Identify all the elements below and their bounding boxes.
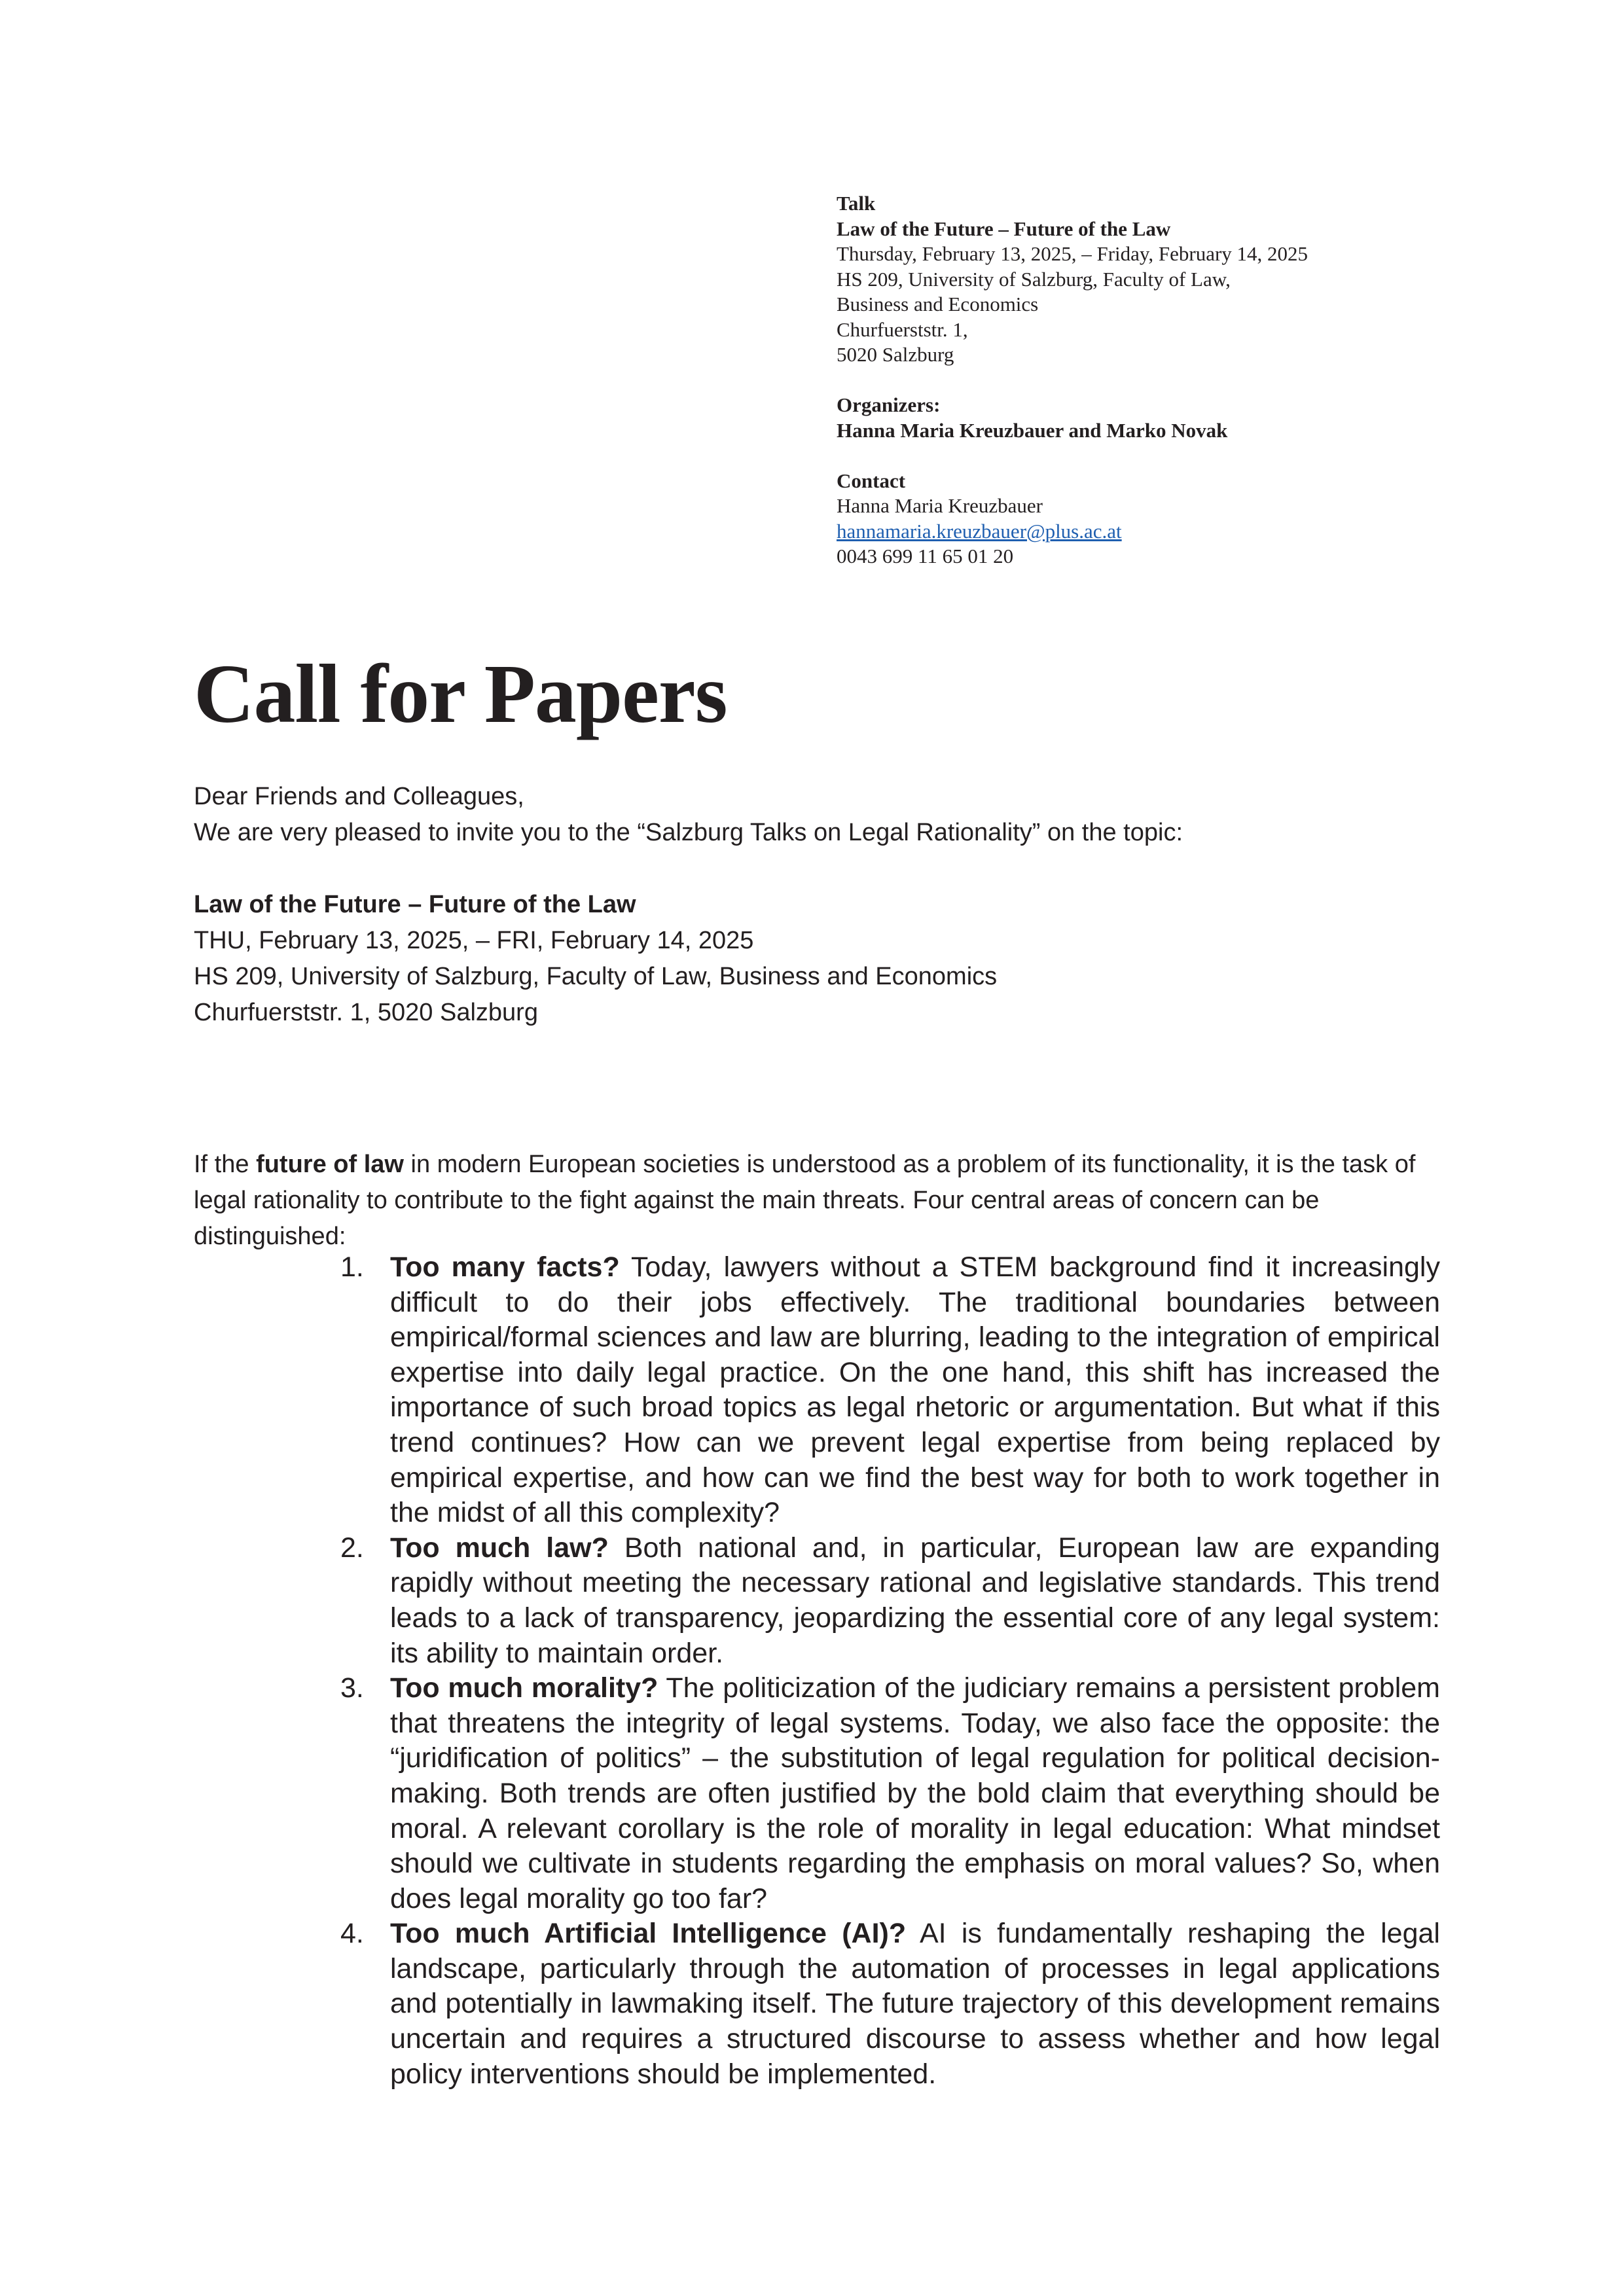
lead-prefix: If the [194, 1151, 257, 1178]
contact-phone: 0043 699 11 65 01 20 [837, 545, 1014, 567]
list-item [340, 1671, 1440, 1916]
page-title: Call for Papers [194, 647, 727, 740]
event-city: 5020 Salzburg [837, 343, 954, 366]
topic-dates: THU, February 13, 2025, – FRI, February 14, 2025 [194, 927, 754, 954]
event-title: Law of the Future – Future of the Law [837, 217, 1171, 240]
spacer [837, 368, 1426, 393]
item-heading: Too much Artificial Intelligence (AI)? [390, 1918, 907, 1950]
item-number: 4. [340, 1918, 364, 1950]
lead-emphasis: future of law [256, 1151, 404, 1178]
item-number: 1. [340, 1251, 364, 1283]
item-number: 3. [340, 1672, 364, 1704]
event-street: Churfuerststr. 1, [837, 317, 968, 341]
item-text: The politicization of the judiciary remains a persistent problem that threatens the integrity of legal systems. Today, we also face the opposite: the “juridification of politics” – the substitution of legal regulation for political decision-making. Both trends are often justified by the bold claim that everything should be moral. A relevant corollary is the role of morality in legal education: What mindset should we cultivate in students regarding the emphasis on moral values? So, when does legal morality go too far? [390, 1672, 1440, 1914]
item-number: 2. [340, 1532, 364, 1564]
spacer [837, 443, 1426, 469]
item-text: AI is fundamentally reshaping the legal landscape, particularly through the automation of processes in legal applications and potentially in lawmaking itself. The future trajectory of this development remains uncertain and requires a structured discourse to assess whether and how legal policy interventions should be implemented. [390, 1918, 1440, 2090]
item-heading: Too many facts? [390, 1251, 620, 1283]
event-venue-line2: Business and Economics [837, 293, 1039, 315]
event-venue-line1: HS 209, University of Salzburg, Faculty of Law, [837, 267, 1231, 291]
item-text: Today, lawyers without a STEM background find it increasingly difficult to do their jobs effectively. The traditional boundaries between empirical/formal sciences and law are blurring, leading to the integration of empirical expertise into daily legal practice. On the one hand, this shift has increased the importance of such broad topics as legal rhetoric or argumentation. But what if this trend continues? How can we prevent legal expertise from being replaced by empirical expertise, and how can we find the best way for both to work together in the midst of all this complexity? [390, 1251, 1440, 1529]
intro-block [194, 779, 1183, 1031]
lead-suffix: in modern European societies is understood as a problem of its functionality, it is the task of legal rationality to contribute to the fight against the main threats. Four central areas of concern can be distinguished: [194, 1151, 1416, 1250]
organizers-label: Organizers: [837, 393, 941, 416]
list-item [340, 1250, 1440, 1531]
invitation: We are very pleased to invite you to the “Salzburg Talks on Legal Rationality” on the topic: [194, 819, 1183, 846]
list-item [340, 1531, 1440, 1671]
contact-name: Hanna Maria Kreuzbauer [837, 494, 1043, 517]
event-dates: Thursday, February 13, 2025, – Friday, February 14, 2025 [837, 242, 1308, 265]
event-info-block [837, 191, 1426, 569]
item-heading: Too much morality? [390, 1672, 659, 1704]
threats-list [340, 1250, 1440, 2092]
topic-venue: HS 209, University of Salzburg, Faculty of Law, Business and Economics [194, 963, 998, 990]
list-item [340, 1916, 1440, 2092]
topic-title: Law of the Future – Future of the Law [194, 891, 636, 918]
item-heading: Too much law? [390, 1532, 609, 1564]
lead-paragraph [194, 1147, 1437, 1255]
item-text: Both national and, in particular, European law are expanding rapidly without meeting the necessary rational and legislative standards. This trend leads to a lack of transparency, jeopardizing the essential core of any legal system: its ability to maintain order. [390, 1532, 1440, 1669]
spacer [194, 851, 1183, 887]
organizers-names: Hanna Maria Kreuzbauer and Marko Novak [837, 418, 1228, 442]
contact-label: Contact [837, 469, 906, 492]
greeting: Dear Friends and Colleagues, [194, 783, 524, 810]
contact-email-link[interactable]: hannamaria.kreuzbauer@plus.ac.at [837, 519, 1122, 543]
event-type-label: Talk [837, 192, 876, 215]
topic-address: Churfuerststr. 1, 5020 Salzburg [194, 999, 538, 1026]
